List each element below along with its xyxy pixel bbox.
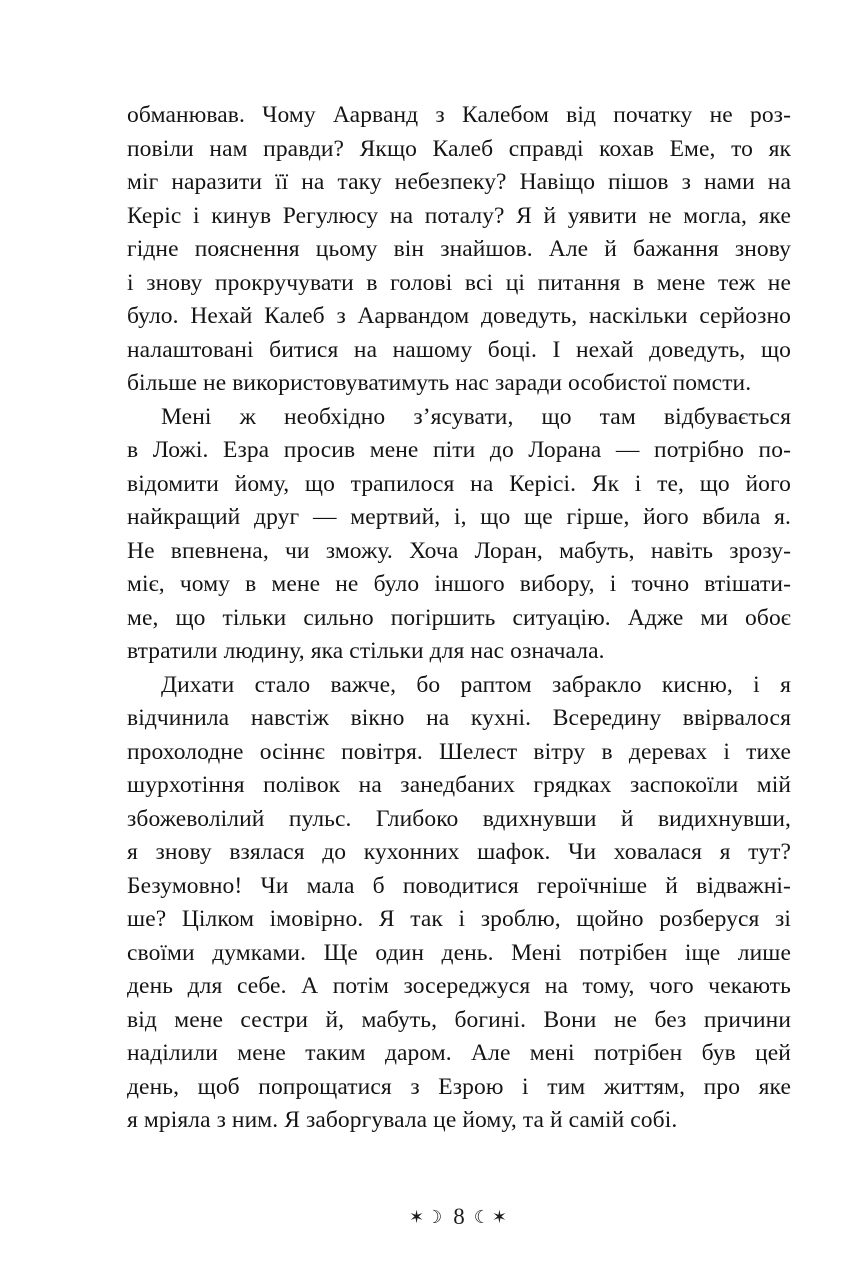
text-line: Керіс і кинув Регулюсу на поталу? Я й уявити не могла, яке xyxy=(127,202,791,229)
text-line: Безумовно! Чи мала б поводитися героїчніше й відважні- xyxy=(127,872,791,899)
text-line: ше? Цілком імовірно. Я так і зроблю, щойно розберуся зі xyxy=(127,906,791,932)
text-line: гідне пояснення цьому він знайшов. Але й бажання знову xyxy=(127,236,791,262)
text-line: шурхотіння полівок на занедбаних грядках заспокоїли мій xyxy=(127,772,791,798)
moon-star-right-ornament-icon: ☾✶ xyxy=(473,1207,509,1227)
text-line: від мене сестри й, мабуть, богині. Вони не без причини xyxy=(127,1006,791,1033)
text-line: відомити йому, що трапилося на Керісі. Як і те, що його xyxy=(127,470,791,497)
text-line: повіли нам правди? Якщо Калеб справді кохав Еме, то як xyxy=(127,135,791,162)
text-line: прохолодне осіннє повітря. Шелест вітру в деревах і тихе xyxy=(127,738,791,765)
text-line: втратили людину, яка стільки для нас означала. xyxy=(127,638,605,664)
text-line: найкращий друг — мертвий, і, що ще гірше, його вбила я. xyxy=(127,504,791,530)
text-line: в Ложі. Езра просив мене піти до Лорана — потрібно по- xyxy=(127,437,791,463)
text-line: Дихати стало важче, бо раптом забракло кисню, і я xyxy=(161,671,791,698)
paragraph xyxy=(127,669,791,1138)
text-line: я мріяла з ним. Я заборгувала це йому, та й самій собі. xyxy=(127,1107,678,1133)
text-line: більше не використовуватимуть нас заради особистої помсти. xyxy=(127,370,752,396)
text-line: збожеволілий пульс. Глибоко вдихнувши й видихнувши, xyxy=(127,805,791,832)
text-line: своїми думками. Ще один день. Мені потрібен іще лише xyxy=(127,939,791,966)
star-moon-left-ornament-icon: ✶☽ xyxy=(409,1207,445,1227)
text-line: Мені ж необхідно з’ясувати, що там відбувається xyxy=(161,403,791,430)
text-line: день для себе. А потім зосереджуся на тому, чого чекають xyxy=(127,973,791,999)
text-line: міг наразити її на таку небезпеку? Навіщо пішов з нами на xyxy=(127,169,791,195)
text-line: було. Нехай Калеб з Аарвандом доведуть, наскільки серйозно xyxy=(127,303,791,329)
paragraph xyxy=(127,99,791,401)
text-line: міє, чому в мене не було іншого вибору, і точно втішати- xyxy=(127,571,791,597)
text-line: Не впевнена, чи зможу. Хоча Лоран, мабуть, навіть зрозу- xyxy=(127,537,791,564)
text-line: відчинила навстіж вікно на кухні. Всередину ввірвалося xyxy=(127,705,791,731)
paragraph xyxy=(127,401,791,669)
page-footer xyxy=(127,1202,791,1233)
page-text xyxy=(127,99,791,1138)
text-line: ме, що тільки сильно погіршить ситуацію. Адже ми обоє xyxy=(127,604,791,631)
text-line: налаштовані битися на нашому боці. І нехай доведуть, що xyxy=(127,336,791,363)
text-line: обманював. Чому Аарванд з Калебом від початку не роз- xyxy=(127,102,791,128)
text-line: я знову взялася до кухонних шафок. Чи ховалася я тут? xyxy=(127,839,791,865)
text-line: наділили мене таким даром. Але мені потрібен був цей xyxy=(127,1040,791,1066)
text-line: і знову прокручувати в голові всі ці питання в мене теж не xyxy=(127,269,791,296)
text-line: день, щоб попрощатися з Езрою і тим життям, про яке xyxy=(127,1073,791,1100)
page-number: 8 xyxy=(453,1204,465,1229)
